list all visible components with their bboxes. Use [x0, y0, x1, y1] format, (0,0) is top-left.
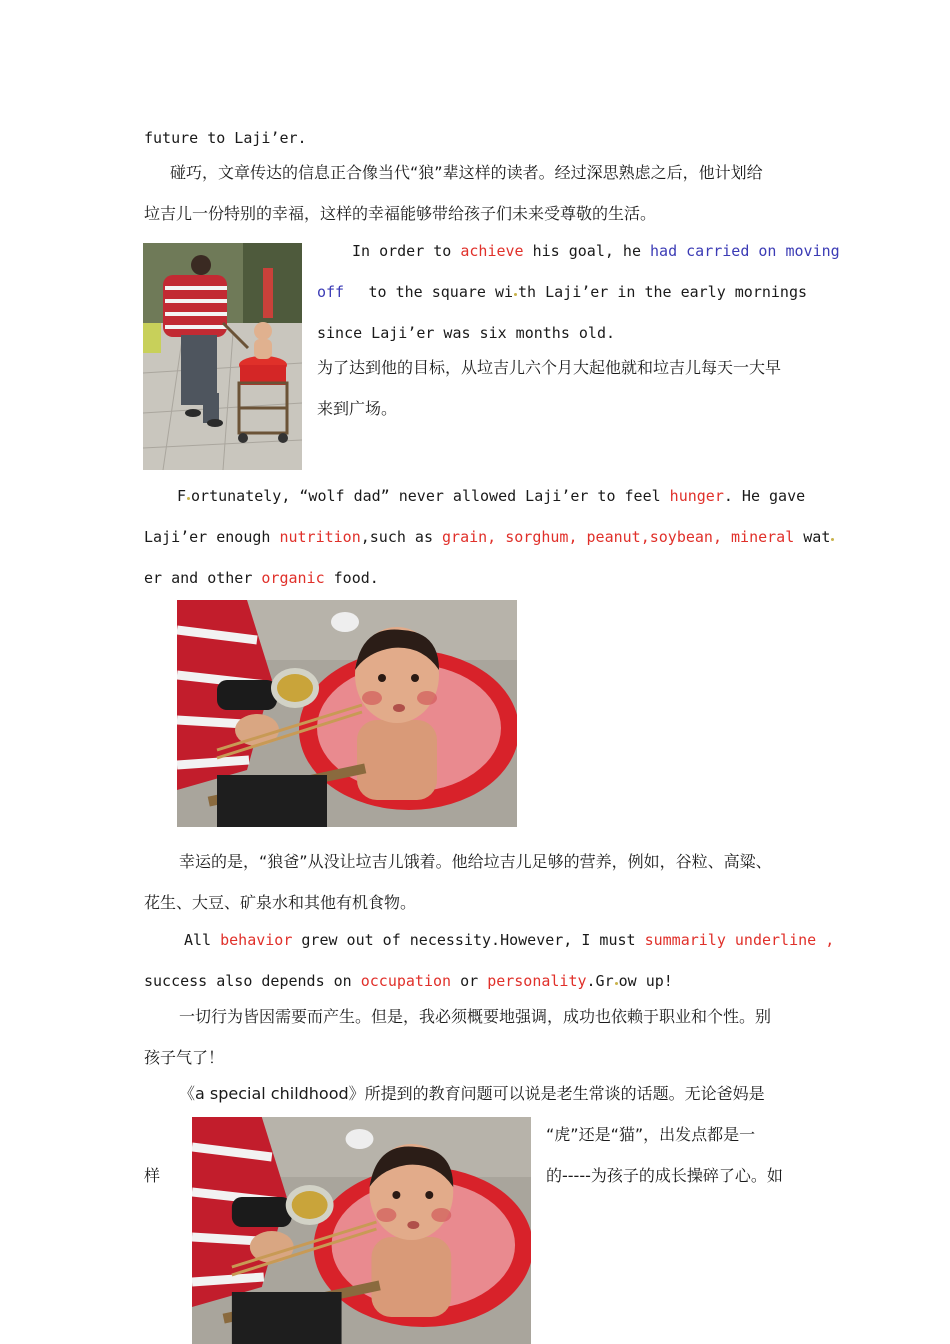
text-line: success also depends on occupation or personality.Gr ow up!: [144, 972, 673, 990]
photo-father-pushing-cart: [143, 243, 302, 470]
text-line: future to Laji’er.: [144, 129, 307, 147]
photo-baby-in-tub-repeat: [192, 1117, 531, 1344]
text-line: 《a special childhood》所提到的教育问题可以说是老生常谈的话题。无论爸妈是: [179, 1084, 765, 1103]
text-line: F ortunately, “wolf dad” never allowed Laji’er to feel hunger. He gave: [177, 487, 806, 505]
text-line: All behavior grew out of necessity.However, I must summarily underline ,: [184, 931, 835, 949]
text-line: 垃吉儿一份特别的幸福，这样的幸福能够带给孩子们未来受尊敬的生活。: [144, 204, 657, 223]
text-line: since Laji’er was six months old.: [317, 324, 616, 342]
text-line: 的-----为孩子的成长操碎了心。如: [546, 1166, 783, 1185]
mark-dot: [615, 982, 618, 985]
text-line: 来到广场。: [317, 399, 398, 418]
mark-dot: [514, 293, 517, 296]
text-line: 样: [144, 1166, 161, 1185]
text-line: 碰巧，文章传达的信息正合像当代“狼”辈这样的读者。经过深思熟虑之后，他计划给: [170, 163, 763, 182]
text-line: In order to achieve his goal, he had carried on moving: [352, 242, 840, 260]
photo-baby-in-tub: [177, 600, 517, 827]
text-line: off to the square wi th Laji’er in the early mornings: [317, 283, 807, 301]
text-line: Laji’er enough nutrition,such as grain, sorghum, peanut,soybean, mineral wat: [144, 527, 835, 547]
text-line: er and other organic food.: [144, 569, 379, 587]
text-line: 一切行为皆因需要而产生。但是，我必须概要地强调，成功也依赖于职业和个性。别: [179, 1007, 772, 1026]
text-line: 孩子气了！: [144, 1048, 225, 1067]
mark-dot: [187, 497, 190, 500]
mark-dot: [831, 538, 834, 541]
text-line: 幸运的是，“狼爸”从没让垃吉儿饿着。他给垃吉儿足够的营养，例如，谷粒、高粱、: [179, 852, 772, 871]
text-line: 花生、大豆、矿泉水和其他有机食物。: [144, 893, 417, 912]
text-line: 为了达到他的目标，从垃吉儿六个月大起他就和垃吉儿每天一大早: [317, 358, 782, 377]
text-line: “虎”还是“猫”，出发点都是一: [546, 1125, 756, 1144]
